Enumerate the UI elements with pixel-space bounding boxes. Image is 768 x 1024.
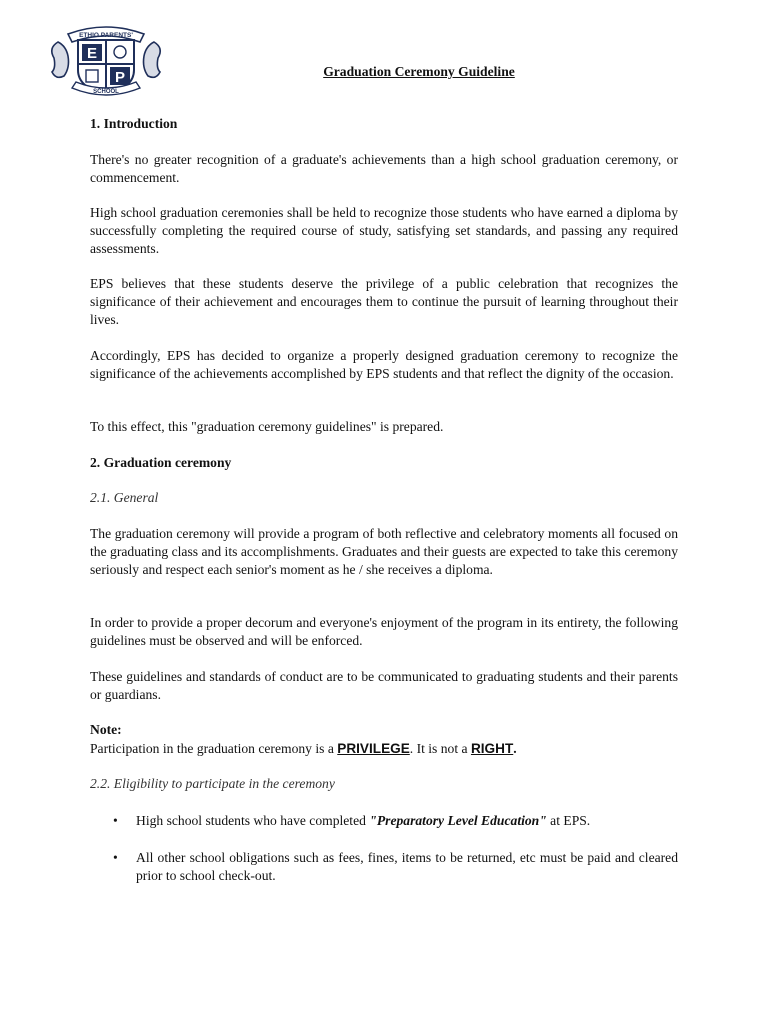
- section-heading-introduction: 1. Introduction: [90, 116, 178, 131]
- intro-paragraph-1: There's no greater recognition of a graduate's achievements than a high school graduation ceremony, or commencement.: [90, 152, 678, 185]
- privilege-emphasis: PRIVILEGE: [337, 741, 410, 756]
- logo-top-text: ETHIO PARENTS': [79, 32, 133, 39]
- list-item: High school students who have completed "Preparatory Level Education" at EPS.: [136, 813, 591, 828]
- bullet-icon: •: [113, 813, 118, 828]
- intro-paragraph-3: EPS believes that these students deserve the privilege of a public celebration that recognizes the significance of their achievement and encourages them to continue the pursuit of learning throughout their lives.: [90, 276, 678, 327]
- subsection-general: 2.1. General: [90, 490, 159, 505]
- note-text: Participation in the graduation ceremony is a PRIVILEGE. It is not a RIGHT.: [90, 741, 517, 756]
- section-heading-graduation-ceremony: 2. Graduation ceremony: [90, 455, 232, 470]
- subsection-eligibility: 2.2. Eligibility to participate in the ceremony: [90, 776, 335, 791]
- logo-letter-e: E: [86, 45, 98, 62]
- right-emphasis: RIGHT: [470, 741, 514, 756]
- note-label: Note:: [90, 722, 122, 737]
- general-paragraph-3: These guidelines and standards of conduct are to be communicated to graduating students and their parents or guardians.: [90, 669, 678, 702]
- document-title: Graduation Ceremony Guideline: [323, 64, 515, 79]
- school-logo: [46, 18, 166, 98]
- intro-paragraph-2: High school graduation ceremonies shall be held to recognize those students who have earned a diploma by successfully completing the required course of study, satisfying set standards, and passing any required assessments.: [90, 205, 678, 256]
- intro-paragraph-4: Accordingly, EPS has decided to organize a properly designed graduation ceremony to recognize the significance of the achievements accomplished by EPS students and that reflect the dignity of the occasion.: [90, 348, 678, 381]
- list-item: All other school obligations such as fees, fines, items to be returned, etc must be paid and cleared prior to school check-out.: [136, 850, 678, 883]
- logo-bottom-text: SCHOOL: [93, 89, 119, 95]
- general-paragraph-2: In order to provide a proper decorum and everyone's enjoyment of the program in its entirety, the following guidelines must be observed and will be enforced.: [90, 615, 678, 648]
- bullet-icon: •: [113, 850, 118, 865]
- intro-paragraph-5: To this effect, this "graduation ceremony guidelines" is prepared.: [90, 419, 444, 434]
- general-paragraph-1: The graduation ceremony will provide a program of both reflective and celebratory moments all focused on the graduating class and its accomplishments. Graduates and their guests are expected to take this ceremony seriously and respect each senior's moment as he / she receives a diploma.: [90, 526, 678, 577]
- logo-letter-p: P: [114, 69, 126, 86]
